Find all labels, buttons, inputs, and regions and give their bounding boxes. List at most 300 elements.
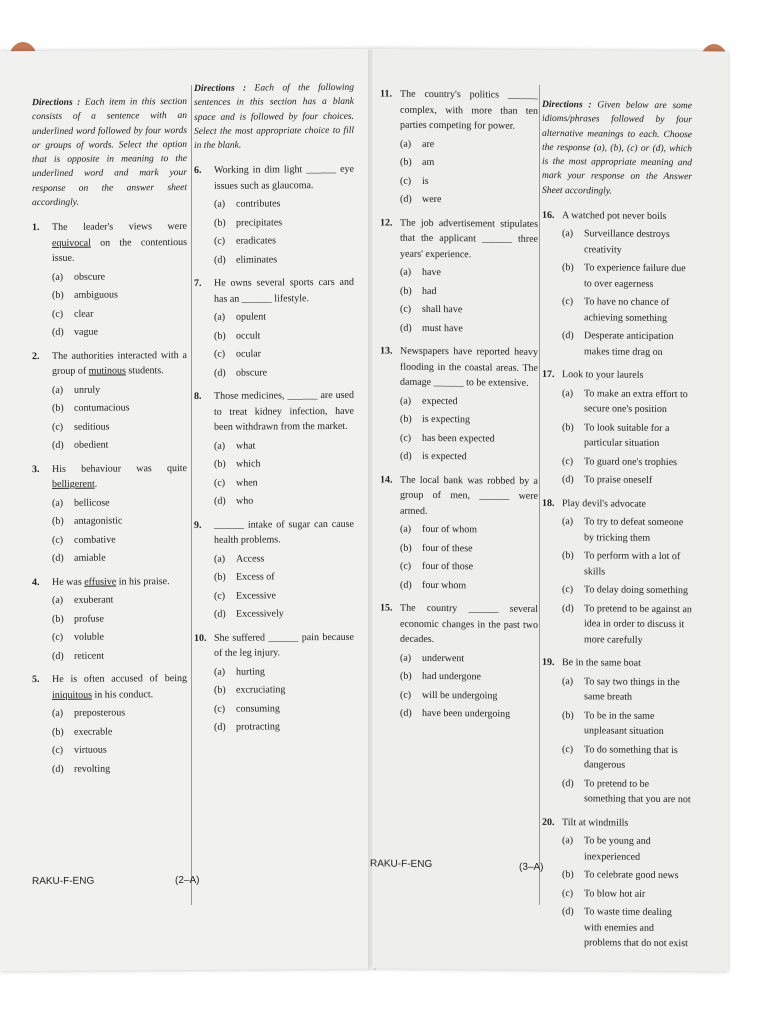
option-label: (c)	[214, 235, 226, 248]
answer-option	[542, 328, 692, 360]
stem-text: students.	[125, 365, 164, 377]
option-label: (b)	[52, 613, 64, 625]
answer-option	[380, 522, 538, 539]
answer-option	[32, 647, 187, 664]
option-text: is expected	[422, 450, 467, 463]
answer-option	[32, 550, 187, 567]
option-label: (a)	[214, 666, 226, 678]
question-item	[194, 162, 354, 268]
option-text: obscure	[236, 367, 268, 379]
question-header	[194, 517, 354, 549]
option-text: four of those	[422, 560, 474, 573]
answer-option	[380, 283, 538, 300]
option-label: (c)	[52, 744, 64, 756]
stem-text: He is often accused of being	[52, 672, 187, 685]
option-text: seditious	[74, 421, 110, 433]
option-label: (a)	[214, 553, 226, 565]
option-label: (c)	[52, 421, 64, 433]
question-number: 14.	[380, 474, 393, 486]
column-antonyms	[32, 95, 187, 785]
option-label: (d)	[214, 608, 226, 621]
option-text: occult	[236, 330, 261, 342]
option-label: (c)	[562, 887, 574, 899]
option-text: obedient	[74, 439, 109, 451]
question-number: 20.	[542, 816, 555, 828]
stem-text: The leader's views were	[52, 220, 187, 233]
option-label: (c)	[400, 560, 412, 572]
answer-option	[32, 418, 187, 435]
column-fill-blank-2	[380, 87, 538, 731]
option-label: (a)	[214, 440, 226, 452]
option-text: bellicose	[74, 497, 110, 509]
column-fill-blank-1	[194, 81, 354, 744]
idioms-question-list	[542, 208, 692, 952]
question-stem: The country ______ several economic changes in the past two decades.	[400, 602, 538, 645]
question-header	[32, 460, 187, 492]
option-text: will be undergoing	[422, 689, 498, 702]
option-label: (a)	[52, 707, 64, 719]
option-label: (c)	[52, 631, 64, 643]
answer-option	[380, 559, 538, 576]
question-number: 19.	[542, 657, 555, 669]
question-stem	[52, 671, 187, 703]
question-number: 12.	[380, 217, 393, 229]
option-label: (d)	[214, 367, 226, 379]
question-header	[542, 208, 692, 225]
option-text: ocular	[236, 348, 261, 360]
answer-option	[380, 412, 538, 429]
option-label: (a)	[52, 497, 64, 509]
option-text: protracting	[236, 721, 280, 733]
option-label: (a)	[562, 387, 574, 399]
answer-option	[32, 629, 187, 646]
option-text: am	[422, 156, 435, 168]
answer-option	[380, 449, 538, 466]
answer-option	[194, 475, 354, 492]
option-label: (d)	[562, 330, 574, 342]
stem-text: The authorities interacted with a group of	[52, 349, 187, 377]
answer-option	[542, 886, 692, 903]
option-label: (b)	[214, 217, 226, 229]
option-label: (a)	[400, 652, 412, 664]
answer-option	[380, 669, 538, 686]
footer-page-left: (2–A)	[175, 874, 200, 887]
option-text: profuse	[74, 613, 104, 625]
option-text: To guard one's trophies	[584, 456, 678, 468]
option-text: Access	[236, 553, 265, 565]
option-text: four of whom	[422, 523, 477, 536]
option-label: (d)	[400, 579, 412, 591]
question-stem: Newspapers have reported heavy flooding in the coastal areas. The damage ______ to be extensive.	[400, 345, 538, 389]
answer-option	[32, 324, 187, 341]
question-header	[32, 347, 187, 379]
answer-option	[542, 226, 692, 258]
option-label: (b)	[562, 262, 574, 274]
option-text: unruly	[74, 384, 101, 396]
answer-option	[380, 687, 538, 704]
answer-option	[32, 305, 187, 322]
option-text: virtuous	[74, 744, 107, 756]
answer-option	[542, 867, 692, 884]
option-text: execrable	[74, 726, 113, 738]
answer-option	[542, 420, 692, 452]
left-page	[0, 49, 372, 972]
option-label: (d)	[52, 763, 64, 775]
option-text: To look suitable for a particular situation	[584, 422, 670, 450]
answer-option	[194, 569, 354, 586]
option-text: obscure	[74, 271, 106, 283]
question-item	[542, 496, 692, 649]
answer-option	[32, 381, 187, 398]
option-text: combative	[74, 533, 116, 546]
option-label: (d)	[400, 450, 412, 462]
question-number: 16.	[542, 209, 555, 221]
answer-option	[194, 588, 354, 605]
option-label: (d)	[562, 474, 574, 486]
answer-option	[542, 742, 692, 774]
option-label: (b)	[52, 289, 64, 301]
option-text: Excessively	[236, 608, 284, 620]
question-number: 13.	[380, 345, 393, 357]
question-header	[542, 496, 692, 513]
question-item	[542, 815, 692, 952]
answer-option	[380, 540, 538, 557]
stem-text: in his conduct.	[92, 688, 154, 701]
option-label: (a)	[52, 594, 64, 606]
option-label: (c)	[52, 534, 64, 546]
column-divider-right	[539, 85, 540, 905]
question-number: 7.	[194, 278, 202, 290]
option-text: Excess of	[236, 571, 275, 583]
footer-code-right: RAKU-F-ENG	[370, 858, 433, 870]
option-text: shall have	[422, 303, 463, 316]
column-divider	[191, 85, 192, 905]
question-number: 18.	[542, 497, 555, 509]
fill-blank-question-list-cont	[380, 87, 538, 723]
option-label: (a)	[562, 835, 574, 847]
question-header	[380, 472, 538, 520]
answer-option	[32, 437, 187, 454]
option-label: (c)	[52, 308, 64, 320]
option-text: contributes	[236, 198, 281, 210]
answer-option	[542, 582, 692, 599]
question-stem	[52, 573, 187, 589]
question-header	[194, 388, 354, 436]
option-label: (d)	[562, 906, 574, 918]
answer-option	[194, 719, 354, 736]
option-label: (b)	[214, 458, 226, 471]
question-item	[32, 347, 187, 453]
option-label: (a)	[400, 138, 412, 150]
option-text: must have	[422, 322, 463, 334]
answer-option	[542, 514, 692, 546]
option-label: (c)	[400, 432, 412, 444]
option-label: (b)	[400, 670, 412, 682]
question-item	[380, 215, 538, 337]
question-number: 4.	[32, 576, 40, 588]
option-label: (c)	[214, 477, 226, 489]
option-text: To blow hot air	[584, 888, 646, 900]
question-stem: Play devil's advocate	[562, 497, 646, 510]
question-stem: The local bank was robbed by a group of men, ______ were armed.	[400, 474, 538, 517]
question-header	[380, 601, 538, 649]
option-text: To have no chance of achieving something	[584, 296, 670, 324]
question-stem: Tilt at windmills	[562, 816, 629, 829]
question-item	[542, 367, 692, 489]
option-text: precipitates	[236, 217, 283, 229]
underlined-word: belligerent	[52, 478, 95, 490]
question-header	[542, 367, 692, 384]
option-text: Excessive	[236, 590, 276, 602]
answer-option	[32, 268, 187, 285]
option-text: opulent	[236, 311, 266, 323]
answer-option	[194, 309, 354, 326]
answer-option	[194, 493, 354, 510]
question-stem: The country's politics ______ complex, with more than ten parties competing for power.	[400, 88, 538, 132]
option-text: had	[422, 285, 437, 297]
option-text: have	[422, 266, 441, 279]
question-item	[32, 219, 187, 341]
question-header	[32, 219, 187, 267]
option-label: (d)	[562, 602, 574, 614]
answer-option	[194, 701, 354, 718]
underlined-word: mutinous	[88, 365, 126, 377]
answer-option	[32, 494, 187, 511]
question-stem: ______ intake of sugar can cause health problems.	[214, 518, 354, 547]
question-stem: She suffered ______ pain because of the leg injury.	[214, 631, 354, 660]
option-label: (c)	[214, 590, 226, 602]
directions-fill-blank: Directions : Each of the following sentences in this section has a blank space and is followed by four choices. Select the most appropriate choice to fill in the blank.	[194, 82, 354, 151]
option-text: who	[236, 495, 254, 507]
answer-option	[194, 365, 354, 382]
question-number: 9.	[194, 519, 202, 531]
question-header	[32, 671, 187, 703]
underlined-word: iniquitous	[52, 689, 93, 701]
answer-option	[542, 904, 692, 952]
option-text: consuming	[236, 703, 280, 715]
question-header	[194, 162, 354, 194]
answer-option	[194, 196, 354, 213]
option-label: (c)	[214, 348, 226, 361]
option-text: is	[422, 175, 429, 187]
answer-option	[542, 601, 692, 649]
option-label: (b)	[214, 330, 226, 342]
option-text: To waste time dealing with enemies and problems that do not exist	[584, 906, 688, 950]
option-text: revolting	[74, 763, 111, 775]
option-text: four of these	[422, 542, 473, 554]
answer-option	[194, 328, 354, 345]
option-text: eradicates	[236, 235, 276, 247]
answer-option	[380, 265, 538, 282]
answer-option	[194, 215, 354, 232]
option-text: antagonistic	[74, 515, 123, 527]
option-label: (b)	[214, 684, 226, 697]
answer-option	[194, 252, 354, 269]
answer-option	[542, 454, 692, 471]
option-text: hurting	[236, 666, 265, 678]
option-label: (a)	[400, 395, 412, 407]
option-label: (d)	[562, 777, 574, 789]
option-text: To try to defeat someone by tricking them	[584, 516, 684, 544]
option-label: (c)	[562, 743, 574, 755]
question-item	[380, 344, 538, 466]
footer-page-right: (3–A)	[519, 861, 544, 873]
option-label: (d)	[214, 254, 226, 266]
answer-option	[32, 705, 187, 722]
option-text: To delay doing something	[584, 584, 689, 597]
question-number: 17.	[542, 369, 555, 381]
answer-option	[194, 606, 354, 623]
question-number: 3.	[32, 463, 40, 475]
option-text: are	[422, 138, 435, 150]
option-text: underwent	[422, 652, 465, 664]
option-label: (d)	[400, 707, 412, 719]
question-item	[380, 601, 538, 723]
option-label: (c)	[400, 303, 412, 315]
question-item	[380, 87, 538, 209]
answer-option	[542, 674, 692, 706]
option-label: (b)	[52, 515, 64, 527]
option-label: (a)	[52, 271, 64, 283]
option-label: (c)	[400, 175, 412, 187]
option-text: To make an extra effort to secure one's position	[584, 388, 688, 416]
question-number: 10.	[194, 632, 207, 644]
option-text: clear	[74, 308, 94, 320]
option-text: preposterous	[74, 707, 126, 719]
antonyms-question-list	[32, 219, 187, 777]
option-text: To experience failure due to over eagerness	[584, 262, 686, 290]
option-label: (b)	[52, 402, 64, 414]
option-label: (b)	[52, 726, 64, 738]
question-number: 11.	[380, 88, 392, 100]
column-idioms	[542, 98, 692, 960]
answer-option	[380, 577, 538, 594]
option-text: contumacious	[74, 402, 130, 414]
stem-text: He was	[52, 576, 85, 588]
option-label: (c)	[562, 296, 574, 308]
question-item	[194, 275, 354, 381]
stem-text: in his praise.	[116, 575, 170, 587]
answer-option	[194, 664, 354, 681]
option-text: had undergone	[422, 670, 481, 683]
option-text: which	[236, 458, 261, 470]
option-label: (d)	[400, 193, 412, 205]
answer-option	[194, 682, 354, 699]
question-stem: Be in the same boat	[562, 657, 641, 670]
option-label: (a)	[562, 675, 574, 687]
answer-option	[380, 302, 538, 319]
option-label: (b)	[562, 869, 574, 881]
answer-option	[542, 833, 692, 865]
answer-option	[542, 386, 692, 418]
answer-option	[380, 393, 538, 410]
question-header	[194, 630, 354, 662]
option-label: (b)	[400, 413, 412, 425]
footer-code-left: RAKU-F-ENG	[32, 875, 95, 888]
question-item	[32, 671, 187, 777]
question-stem: Look to your laurels	[562, 369, 644, 382]
question-stem: A watched pot never boils	[562, 209, 667, 222]
answer-option	[542, 294, 692, 326]
answer-option	[194, 438, 354, 455]
answer-option	[32, 592, 187, 609]
answer-option	[380, 650, 538, 667]
option-label: (d)	[52, 650, 64, 662]
option-label: (a)	[562, 516, 574, 528]
question-stem: Working in dim light ______ eye issues such as glaucoma.	[214, 164, 354, 192]
option-label: (b)	[214, 571, 226, 584]
answer-option	[542, 548, 692, 580]
underlined-word: equivocal	[52, 237, 91, 249]
question-stem: The job advertisement stipulates that the applicant ______ three years' experience.	[400, 217, 538, 260]
answer-option	[380, 430, 538, 447]
option-label: (d)	[52, 552, 64, 564]
option-text: To be in the same unpleasant situation	[584, 710, 664, 738]
option-text: To do something that is dangerous	[584, 744, 678, 771]
option-label: (b)	[562, 421, 574, 433]
option-label: (c)	[400, 689, 412, 701]
question-stem: Those medicines, ______ are used to treat kidney infection, have been withdrawn from the market.	[214, 390, 354, 434]
option-text: exuberant	[74, 594, 114, 606]
answer-option	[194, 233, 354, 250]
option-text: expected	[422, 395, 458, 407]
option-text: To pretend to be against an idea in order to discuss it more carefully	[584, 603, 692, 646]
option-text: Desperate anticipation makes time drag on	[584, 330, 674, 358]
option-text: what	[236, 440, 256, 452]
answer-option	[194, 456, 354, 473]
question-stem	[52, 460, 187, 492]
option-text: amiable	[74, 552, 106, 564]
option-label: (a)	[562, 228, 574, 240]
answer-option	[32, 513, 187, 530]
option-text: To say two things in the same breath	[584, 676, 680, 703]
answer-option	[380, 320, 538, 337]
answer-option	[32, 760, 187, 777]
question-item	[194, 517, 354, 623]
option-text: when	[236, 477, 258, 489]
option-label: (b)	[562, 709, 574, 721]
question-header	[542, 815, 692, 832]
answer-option	[380, 706, 538, 723]
option-label: (b)	[400, 285, 412, 297]
option-label: (b)	[562, 550, 574, 562]
answer-option	[194, 346, 354, 363]
option-label: (a)	[214, 198, 226, 211]
answer-option	[32, 610, 187, 627]
question-number: 2.	[32, 350, 40, 362]
answer-option	[32, 723, 187, 740]
answer-option	[542, 776, 692, 808]
stem-text: on the contentious issue.	[52, 236, 187, 264]
underlined-word: effusive	[84, 575, 117, 588]
option-label: (d)	[214, 495, 226, 508]
question-stem: He owns several sports cars and has an ______ lifestyle.	[214, 277, 354, 305]
option-text: Surveillance destroys creativity	[584, 228, 670, 256]
question-header	[380, 87, 538, 135]
option-label: (c)	[214, 703, 226, 715]
option-text: have been undergoing	[422, 707, 511, 720]
question-item	[194, 388, 354, 510]
option-text: excruciating	[236, 684, 286, 696]
option-text: reticent	[74, 650, 104, 662]
question-item	[32, 573, 187, 664]
option-text: To pretend to be something that you are not	[584, 778, 691, 806]
answer-option	[32, 531, 187, 548]
option-label: (a)	[400, 523, 412, 535]
question-stem	[52, 347, 187, 379]
option-label: (d)	[52, 326, 64, 338]
stem-text: .	[94, 478, 98, 490]
